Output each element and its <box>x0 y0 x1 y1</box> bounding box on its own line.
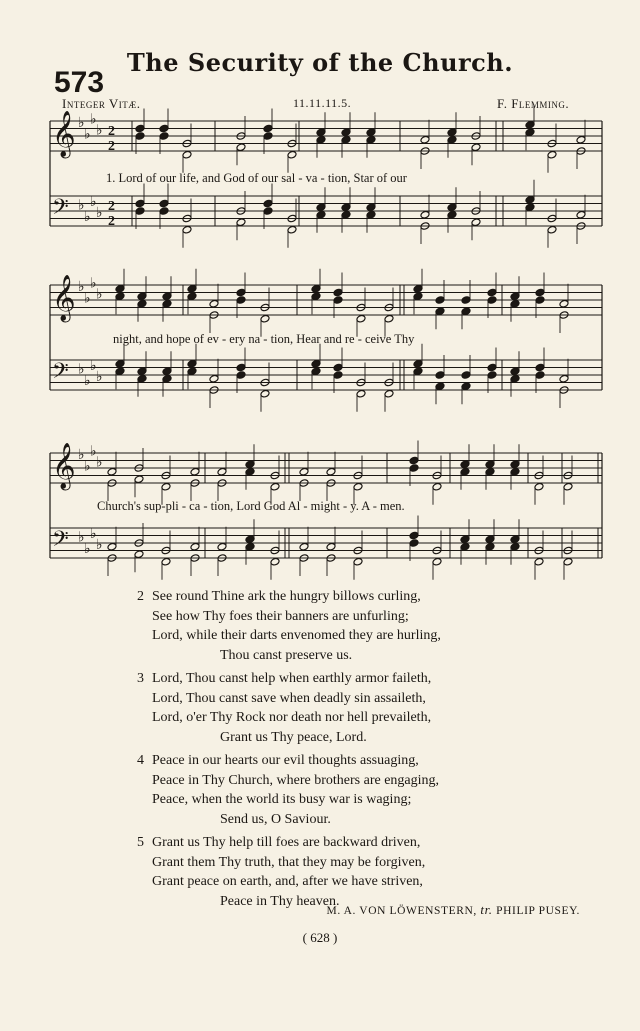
flat-icon: ♭ <box>78 115 85 131</box>
note-head <box>182 150 192 159</box>
note-head <box>535 296 545 305</box>
note-head <box>236 296 246 305</box>
stanza-5 <box>137 833 426 911</box>
flat-icon: ♭ <box>78 529 85 546</box>
note-head <box>413 359 423 368</box>
note-head <box>447 203 457 212</box>
stanza-number: 2 <box>137 589 144 604</box>
note-head <box>353 482 363 491</box>
stanza-number: 5 <box>137 835 144 850</box>
stanza-2 <box>137 587 441 665</box>
note-head <box>137 299 147 308</box>
stanza-line: Thou canst preserve us. <box>220 647 353 663</box>
note-head <box>162 292 172 301</box>
note-head <box>115 359 125 368</box>
note-head <box>217 467 227 476</box>
note-head <box>510 542 520 551</box>
stanza-line: Grant peace on earth, and, after we have striven, <box>152 874 423 889</box>
note-head <box>485 460 495 469</box>
note-head <box>236 371 246 380</box>
credit-author: M. A. VON LÖWENSTERN, <box>326 905 477 917</box>
note-head <box>137 367 147 376</box>
note-head <box>420 210 430 219</box>
note-head <box>260 389 270 398</box>
flat-icon: ♭ <box>84 126 91 143</box>
note-head <box>236 218 246 227</box>
note-head <box>270 557 280 566</box>
note-head <box>487 363 497 372</box>
note-head <box>236 143 246 152</box>
note-head <box>159 207 169 216</box>
note-head <box>159 132 169 141</box>
flat-icon: ♭ <box>96 286 103 303</box>
flat-icon: ♭ <box>90 275 97 292</box>
note-head <box>263 124 273 133</box>
note-head <box>485 542 495 551</box>
note-head <box>535 363 545 372</box>
flat-icon: ♭ <box>90 193 97 210</box>
note-head <box>510 367 520 376</box>
note-head <box>326 542 336 551</box>
flat-icon: ♭ <box>84 458 91 475</box>
time-signature: 2 <box>108 139 115 154</box>
note-head <box>460 460 470 469</box>
note-head <box>413 367 423 376</box>
note-head <box>510 535 520 544</box>
note-head <box>161 482 171 491</box>
note-head <box>341 203 351 212</box>
note-head <box>341 135 351 144</box>
flat-icon: ♭ <box>90 111 97 128</box>
note-head <box>487 371 497 380</box>
note-head <box>510 467 520 476</box>
note-head <box>187 359 197 368</box>
note-head <box>409 539 419 548</box>
note-head <box>182 225 192 234</box>
stanza-line: Grant us Thy help till foes are backward driven, <box>152 835 421 850</box>
flat-icon: ♭ <box>90 525 97 542</box>
lyrics-system-2: night, and hope of ev - ery na - tion, Hear and re - ceive Thy <box>113 332 415 346</box>
stanza-line: Lord, while their darts envenomed they are hurling, <box>152 628 441 643</box>
credit-tr: tr. <box>480 902 493 917</box>
note-head <box>461 296 471 305</box>
note-head <box>245 535 255 544</box>
note-head <box>447 210 457 219</box>
note-head <box>333 288 343 297</box>
note-head <box>487 296 497 305</box>
note-head <box>135 124 145 133</box>
note-head <box>409 464 419 473</box>
flat-icon: ♭ <box>78 279 85 295</box>
note-head <box>236 363 246 372</box>
note-head <box>447 128 457 137</box>
stanza-3 <box>137 669 432 747</box>
bass-clef-icon: 𝄢 <box>52 195 69 225</box>
tune-composer: F. Flemming. <box>497 96 570 111</box>
flat-icon: ♭ <box>78 197 85 214</box>
stanza-line: See round Thine ark the hungry billows curling, <box>152 589 421 604</box>
note-head <box>525 203 535 212</box>
note-head <box>134 475 144 484</box>
stanza-number: 3 <box>137 671 144 686</box>
note-head <box>316 203 326 212</box>
note-head <box>299 542 309 551</box>
lyrics-system-1: 1. Lord of our life, and God of our sal - va - tion, Star of our <box>106 171 407 185</box>
flat-icon: ♭ <box>90 357 97 374</box>
note-head <box>487 288 497 297</box>
stanza-line: Peace, when the world its busy war is waging; <box>152 792 412 807</box>
flat-icon: ♭ <box>96 537 103 553</box>
note-head <box>245 542 255 551</box>
note-head <box>461 307 471 316</box>
stanza-4 <box>137 751 440 829</box>
treble-clef-icon: 𝄞 <box>52 443 76 489</box>
note-head <box>432 557 442 566</box>
note-head <box>471 143 481 152</box>
note-head <box>162 299 172 308</box>
note-head <box>510 460 520 469</box>
tune-meter: 11.11.11.5. <box>293 96 352 110</box>
note-head <box>209 299 219 308</box>
note-head <box>563 557 573 566</box>
note-head <box>356 314 366 323</box>
note-head <box>559 299 569 308</box>
note-head <box>187 292 197 301</box>
flat-icon: ♭ <box>90 443 97 460</box>
note-head <box>161 557 171 566</box>
note-head <box>245 460 255 469</box>
flat-icon: ♭ <box>84 372 91 389</box>
time-signature: 2 <box>108 199 115 214</box>
tune-name: Integer Vitæ. <box>62 96 141 111</box>
note-head <box>366 135 376 144</box>
note-head <box>209 374 219 383</box>
note-head <box>134 550 144 559</box>
note-head <box>356 389 366 398</box>
bass-clef-icon: 𝄢 <box>52 359 69 389</box>
note-head <box>135 199 145 208</box>
note-head <box>287 225 297 234</box>
note-head <box>115 284 125 293</box>
note-head <box>263 207 273 216</box>
note-head <box>245 467 255 476</box>
note-head <box>547 150 557 159</box>
note-head <box>287 150 297 159</box>
note-head <box>333 363 343 372</box>
note-head <box>217 542 227 551</box>
note-head <box>435 371 445 380</box>
note-head <box>534 557 544 566</box>
time-signature: 2 <box>108 214 115 229</box>
note-head <box>384 389 394 398</box>
flat-icon: ♭ <box>96 205 103 221</box>
note-head <box>485 535 495 544</box>
note-head <box>447 135 457 144</box>
note-head <box>366 128 376 137</box>
note-head <box>159 124 169 133</box>
treble-clef-icon: 𝄞 <box>52 111 76 157</box>
note-head <box>137 292 147 301</box>
note-head <box>409 531 419 540</box>
note-head <box>547 225 557 234</box>
hymn-credit <box>327 902 581 918</box>
stanza-line: See how Thy foes their banners are unfurling; <box>152 608 409 624</box>
note-head <box>366 210 376 219</box>
lyrics-system-3: Church's sup-pli - ca - tion, Lord God Al - might - y. A - men. <box>97 499 405 513</box>
note-head <box>471 218 481 227</box>
flat-icon: ♭ <box>96 369 103 385</box>
note-head <box>263 199 273 208</box>
note-head <box>435 307 445 316</box>
note-head <box>413 292 423 301</box>
note-head <box>187 284 197 293</box>
note-head <box>384 314 394 323</box>
flat-icon: ♭ <box>96 122 103 139</box>
note-head <box>341 210 351 219</box>
note-head <box>333 296 343 305</box>
stanza-line: Grant us Thy peace, Lord. <box>220 729 367 745</box>
note-head <box>510 299 520 308</box>
note-head <box>461 371 471 380</box>
note-head <box>559 374 569 383</box>
note-head <box>190 542 200 551</box>
note-head <box>460 535 470 544</box>
note-head <box>413 284 423 293</box>
note-head <box>353 557 363 566</box>
note-head <box>525 195 535 204</box>
stanza-line: Peace in Thy heaven. <box>220 893 340 909</box>
note-head <box>460 542 470 551</box>
note-head <box>236 288 246 297</box>
treble-clef-icon: 𝄞 <box>52 275 76 321</box>
note-head <box>115 367 125 376</box>
note-head <box>432 482 442 491</box>
note-head <box>190 467 200 476</box>
note-head <box>333 371 343 380</box>
credit-translator: PHILIP PUSEY. <box>496 905 580 917</box>
stanza-line: Lord, Thou canst help when earthly armor faileth, <box>152 671 432 686</box>
hymn-title: The Security of the Church. <box>126 48 514 77</box>
stanza-number: 4 <box>137 753 144 768</box>
note-head <box>510 374 520 383</box>
note-head <box>563 482 573 491</box>
flat-icon: ♭ <box>84 540 91 557</box>
note-head <box>409 456 419 465</box>
stanza-line: Grant them Thy truth, that they may be forgiven, <box>152 854 426 870</box>
note-head <box>534 482 544 491</box>
note-head <box>525 128 535 137</box>
page-number: ( 628 ) <box>302 930 338 945</box>
flat-icon: ♭ <box>84 208 91 225</box>
note-head <box>159 199 169 208</box>
note-head <box>187 367 197 376</box>
note-head <box>270 482 280 491</box>
note-head <box>311 359 321 368</box>
stanza-line: Peace in our hearts our evil thoughts assuaging, <box>152 753 419 768</box>
time-signature: 2 <box>108 124 115 139</box>
note-head <box>435 296 445 305</box>
stanza-line: Send us, O Saviour. <box>220 811 331 827</box>
note-head <box>135 207 145 216</box>
note-head <box>260 314 270 323</box>
note-head <box>510 292 520 301</box>
note-head <box>311 284 321 293</box>
note-head <box>115 292 125 301</box>
note-head <box>420 135 430 144</box>
note-head <box>311 367 321 376</box>
note-head <box>435 382 445 391</box>
note-head <box>311 292 321 301</box>
flat-icon: ♭ <box>84 290 91 307</box>
note-head <box>107 467 117 476</box>
note-head <box>576 135 586 144</box>
note-head <box>162 367 172 376</box>
note-head <box>137 374 147 383</box>
note-head <box>263 132 273 141</box>
note-head <box>535 288 545 297</box>
bass-clef-icon: 𝄢 <box>52 527 69 557</box>
note-head <box>326 467 336 476</box>
flat-icon: ♭ <box>96 454 103 471</box>
flat-icon: ♭ <box>78 361 85 378</box>
flat-icon: ♭ <box>78 447 85 463</box>
stanza-line: Peace in Thy Church, where brothers are engaging, <box>152 772 440 788</box>
note-head <box>461 382 471 391</box>
note-head <box>316 135 326 144</box>
note-head <box>485 467 495 476</box>
note-head <box>341 128 351 137</box>
note-head <box>135 132 145 141</box>
note-head <box>535 371 545 380</box>
note-head <box>316 128 326 137</box>
stanza-line: Lord, Thou canst save when deadly sin assaileth, <box>152 690 426 706</box>
hymn-number: 573 <box>54 66 105 99</box>
note-head <box>316 210 326 219</box>
note-head <box>460 467 470 476</box>
stanza-line: Lord, o'er Thy Rock nor death nor hell prevaileth, <box>152 710 432 725</box>
note-head <box>107 542 117 551</box>
note-head <box>525 120 535 129</box>
note-head <box>162 374 172 383</box>
note-head <box>576 210 586 219</box>
note-head <box>299 467 309 476</box>
note-head <box>366 203 376 212</box>
